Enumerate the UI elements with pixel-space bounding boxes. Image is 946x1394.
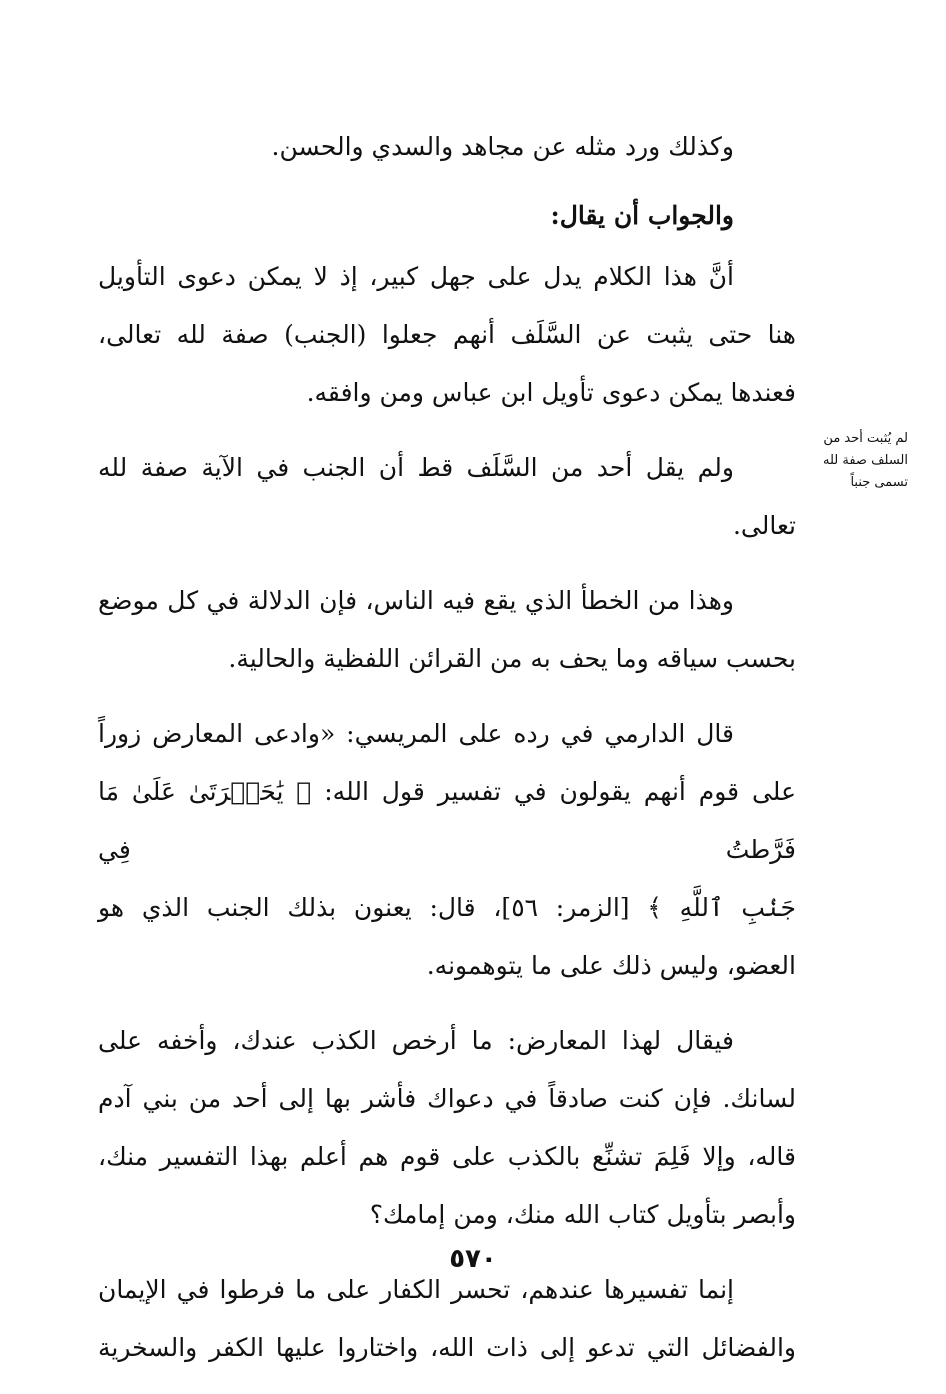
text-line: إنما تفسيرها عندهم، تحسر الكفار على ما فرطوا في الإيمان [98, 1275, 734, 1304]
text-line: لسانك. فإن كنت صادقاً في دعواك فأشر بها إلى أحد من بني آدم [98, 1084, 796, 1113]
paragraph-salaf-statement [98, 439, 796, 555]
paragraph-interpretation [98, 1261, 796, 1377]
text-line: جَنۢبِ ٱللَّهِ ﴾ [الزمر: ٥٦]، قال: يعنون بذلك الجنب الذي هو [98, 893, 796, 922]
text-line: هنا حتى يثبت عن السَّلَف أنهم جعلوا (الجنب) صفة لله تعالى، [98, 320, 796, 349]
text-line: تعالى. [732, 511, 796, 540]
margin-note [800, 428, 908, 494]
text-line: العضو، وليس ذلك على ما يتوهمونه. [426, 951, 796, 980]
page-number: ٥٧٠ [449, 1244, 497, 1274]
paragraph-reply [98, 1012, 796, 1244]
text-line: أنَّ هذا الكلام يدل على جهل كبير، إذ لا يمكن دعوى التأويل [98, 262, 734, 291]
paragraph-answer-heading [98, 187, 796, 245]
margin-note-line: السلف صفة لله [822, 453, 908, 468]
answer-heading: والجواب أن يقال: [550, 201, 734, 230]
paragraph-narration [98, 118, 796, 176]
text-line: بحسب سياقه وما يحف به من القرائن اللفظية والحالية. [228, 644, 796, 673]
margin-note-line: تسمى جنباً [850, 475, 908, 490]
text-line: وأبصر بتأويل كتاب الله منك، ومن إمامك؟ [369, 1200, 796, 1229]
text-line: وهذا من الخطأ الذي يقع فيه الناس، فإن الدلالة في كل موضع [98, 586, 734, 615]
paragraph-context [98, 572, 796, 688]
paragraph-darimi-quote [98, 705, 796, 995]
text-line: فعندها يمكن دعوى تأويل ابن عباس ومن وافقه. [306, 378, 796, 407]
text-line: فيقال لهذا المعارض: ما أرخص الكذب عندك، وأخفه على [98, 1026, 734, 1055]
text-line: وكذلك ورد مثله عن مجاهد والسدي والحسن. [271, 132, 734, 161]
text-line: ولم يقل أحد من السَّلَف قط أن الجنب في الآية صفة لله [98, 453, 734, 482]
main-text-column [98, 118, 796, 1394]
text-line: على قوم أنهم يقولون في تفسير قول الله: ﴿ يَٰحَسۡرَتَىٰ عَلَىٰ مَا فَرَّطتُ فِي [98, 777, 796, 864]
text-line: والفضائل التي تدعو إلى ذات الله، واختاروا عليها الكفر والسخرية [98, 1333, 796, 1362]
margin-note-line: لم يُثبت أحد من [823, 431, 908, 446]
paragraph-answer [98, 248, 796, 422]
text-line: قال الدارمي في رده على المريسي: «وادعى المعارض زوراً [98, 719, 734, 748]
text-line: قاله، وإلا فَلِمَ تشنِّع بالكذب على قوم هم أعلم بهذا التفسير منك، [98, 1142, 796, 1171]
